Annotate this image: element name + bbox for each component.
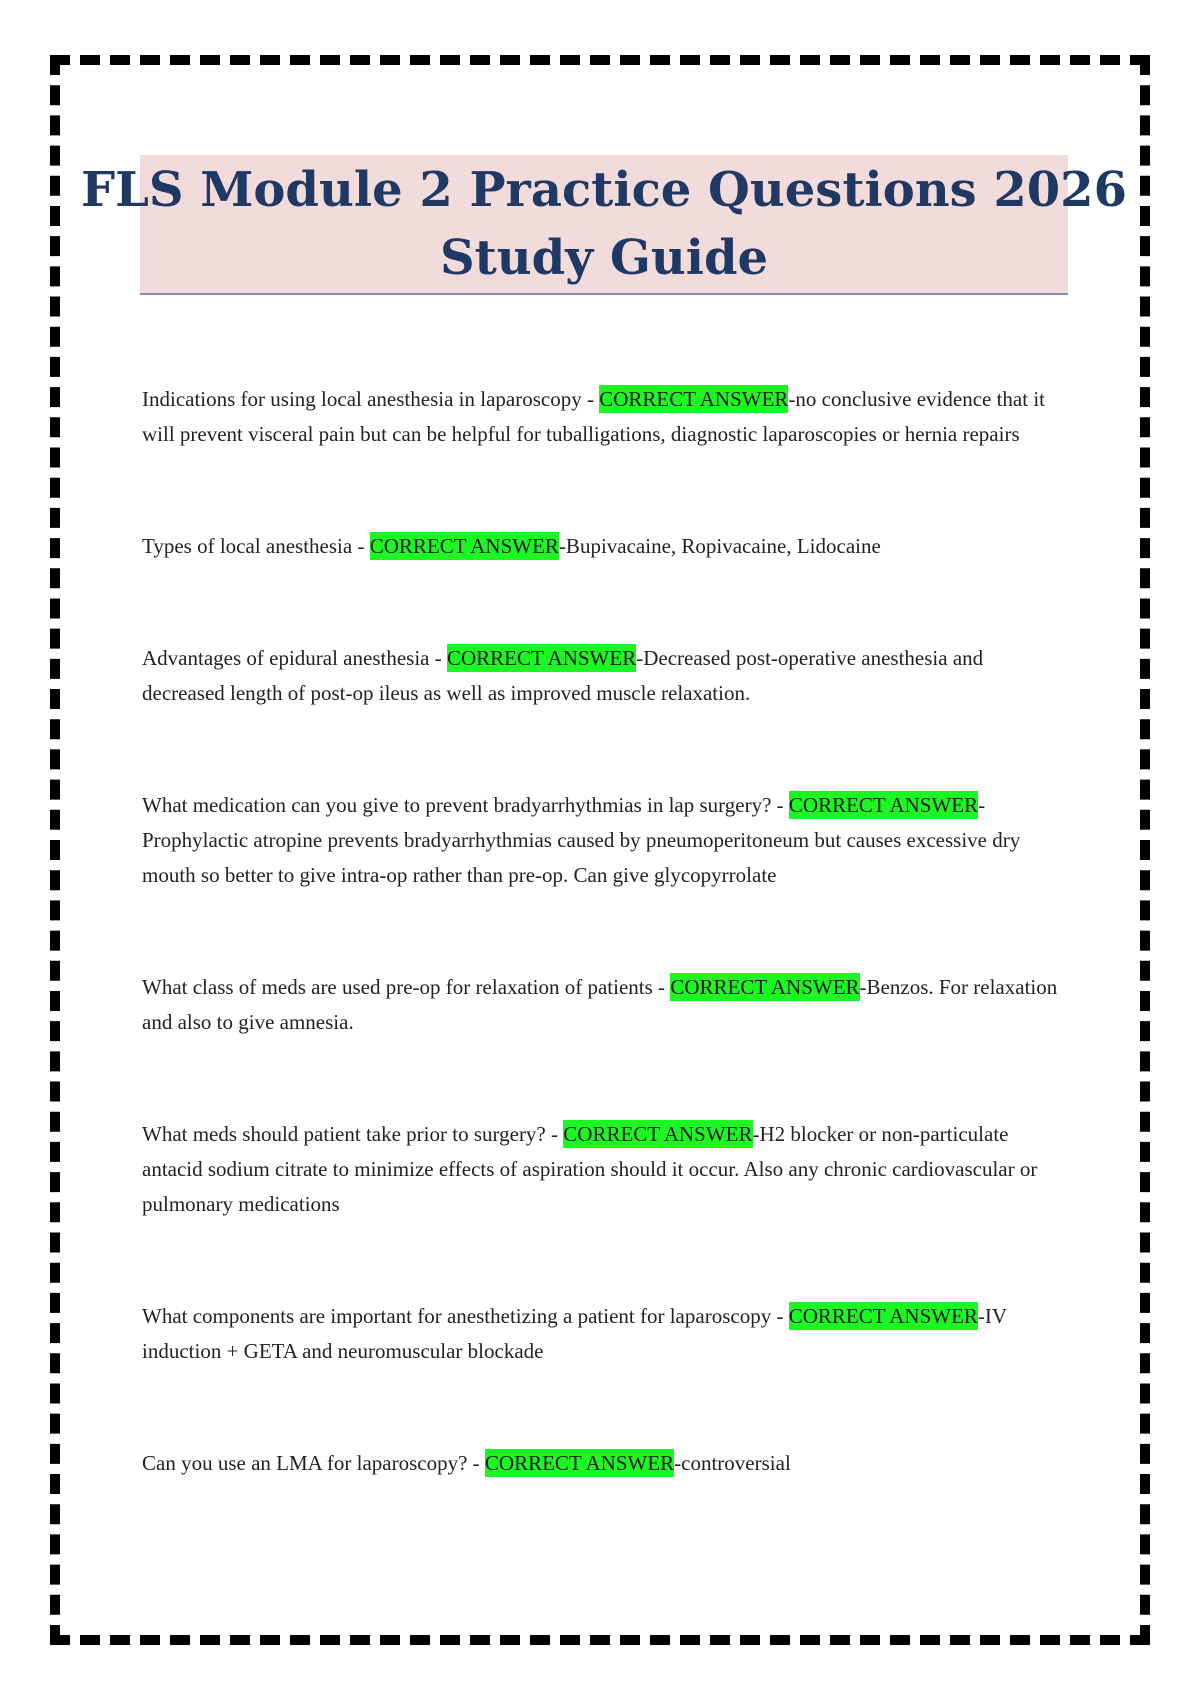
answer-text: -Benzos. For relaxation and also to give amnesia. (142, 975, 1058, 1034)
answer-text: -IV induction + GETA and neuromuscular blockade (142, 1304, 1007, 1363)
correct-answer-label: CORRECT ANSWER (599, 387, 789, 411)
answer-text: -Decreased post-operative anesthesia and decreased length of post-op ileus as well as improved muscle relaxation. (142, 646, 984, 705)
question-text: Advantages of epidural anesthesia - (142, 646, 447, 670)
question-text: Indications for using local anesthesia in laparoscopy - (142, 387, 600, 411)
correct-answer-label: CORRECT ANSWER (484, 1451, 675, 1475)
qa-item (142, 529, 1066, 564)
qa-list (142, 382, 1066, 1558)
qa-item (142, 641, 1066, 711)
question-text: What medication can you give to prevent bradyarrhythmias in lap surgery? - (142, 793, 789, 817)
correct-answer-label: CORRECT ANSWER (788, 1304, 978, 1328)
qa-item (142, 1117, 1066, 1222)
qa-item (142, 788, 1066, 893)
answer-text: -no conclusive evidence that it will prevent visceral pain but can be helpful for tuballigations, diagnostic laparoscopies or hernia repairs (142, 387, 1046, 446)
qa-item (142, 1446, 1066, 1481)
page-title-line-2: Study Guide (439, 230, 769, 286)
page-title-line-1: FLS Module 2 Practice Questions 2026 (81, 162, 1127, 218)
correct-answer-label: CORRECT ANSWER (369, 534, 559, 558)
correct-answer-label: CORRECT ANSWER (670, 975, 860, 999)
correct-answer-label: CORRECT ANSWER (446, 646, 637, 670)
answer-text: -Prophylactic atropine prevents bradyarrhythmias caused by pneumoperitoneum but causes excessive dry mouth so better to give intra-op rather than pre-op. Can give glycopyrrolate (142, 793, 1021, 887)
correct-answer-label: CORRECT ANSWER (788, 793, 979, 817)
question-text: What meds should patient take prior to surgery? - (142, 1122, 564, 1146)
question-text: What class of meds are used pre-op for relaxation of patients - (142, 975, 671, 999)
answer-text: -Bupivacaine, Ropivacaine, Lidocaine (558, 534, 881, 558)
qa-item (142, 970, 1066, 1040)
question-text: What components are important for anesthetizing a patient for laparoscopy - (142, 1304, 789, 1328)
question-text: Types of local anesthesia - (142, 534, 370, 558)
correct-answer-label: CORRECT ANSWER (563, 1122, 753, 1146)
question-text: Can you use an LMA for laparoscopy? - (142, 1451, 485, 1475)
answer-text: -controversial (674, 1451, 791, 1475)
qa-item (142, 1299, 1066, 1369)
title-block (81, 155, 1127, 295)
answer-text: -H2 blocker or non-particulate antacid sodium citrate to minimize effects of aspiration should it occur. Also any chronic cardiovascular or pulmonary medications (142, 1122, 1038, 1216)
qa-item (142, 382, 1066, 452)
